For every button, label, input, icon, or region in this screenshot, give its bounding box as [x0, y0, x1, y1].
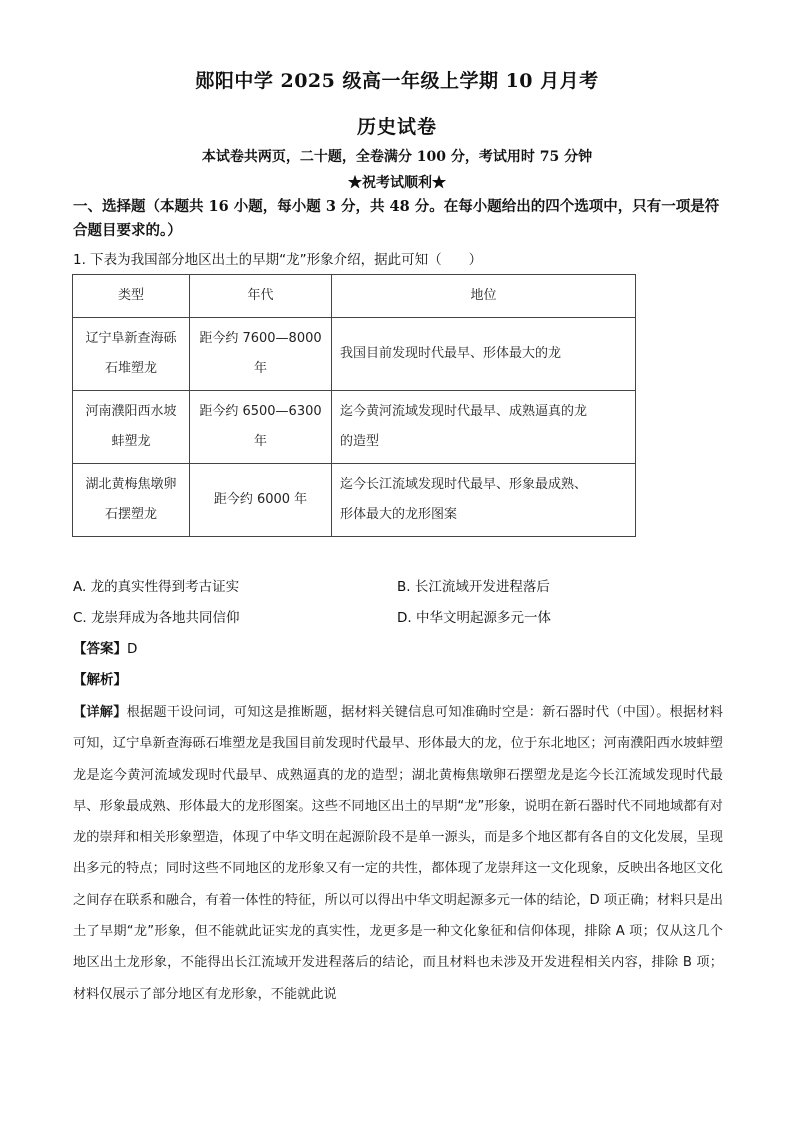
detail-paragraph	[73, 697, 723, 1010]
table-header-era: 年代	[190, 275, 332, 318]
exam-info: 本试卷共两页，二十题，全卷满分 100 分，考试用时 75 分钟	[201, 149, 593, 165]
cell-line: 石堆塑龙	[104, 361, 157, 376]
option-c: C. 龙崇拜成为各地共同信仰	[73, 610, 240, 626]
table-header-type: 类型	[73, 275, 190, 318]
table-header-status: 地位	[332, 275, 636, 318]
cell-line: 年	[253, 361, 267, 376]
subject-title: 历史试卷	[356, 116, 437, 138]
analysis-label: 【解析】	[73, 672, 127, 688]
school-title: 郧阳中学 2025 级高一年级上学期 10 月月考	[195, 70, 599, 92]
table-cell-era	[190, 464, 332, 537]
detail-text: 根据题干设问词，可知这是推断题，据材料关键信息可知准确时空是：新石器时代（中国）。根据材料可知，辽宁阜新查海砾石堆塑龙是我国目前发现时代最早、形体最大的龙，位于东北地区；河南濮阳西水坡蚌塑龙是迄今黄河流域发现时代最早、成熟逼真的龙的造型；湖北黄梅焦墩卵石摆塑龙是迄今长江流域发现时代最早、形象最成熟、形体最大的龙形图案。这些不同地区出土的早期“龙”形象，说明在新石器时代不同地域都有对龙的崇拜和相关形象塑造，体现了中华文明在起源阶段不是单一源头，而是多个地区都有各自的文化发展，呈现出多元的特点；同时这些不同地区的龙形象又有一定的共性，都体现了龙崇拜这一文化现象，反映出各地区文化之间存在联系和融合，有着一体性的特征，所以可以得出中华文明起源多元一体的结论，D 项正确；材料只是出土了早期“龙”形象，但不能就此证实龙的真实性，龙更多是一种文化象征和信仰体现，排除 A 项；仅从这几个地区出土龙形象，不能得出长江流域开发进程落后的结论，而且材料也未涉及开发进程相关内容，排除 B 项；材料仅展示了部分地区有龙形象，不能就此说	[73, 705, 723, 1002]
option-d: D. 中华文明起源多元一体	[397, 610, 551, 626]
table-row	[73, 391, 636, 464]
table-cell-status	[332, 464, 636, 537]
answer-line	[73, 637, 137, 657]
table-cell-status	[332, 318, 636, 391]
cell-line: 距今约 6500—6300	[199, 404, 322, 419]
table-cell-era	[190, 318, 332, 391]
cell-line: 距今约 6000 年	[213, 492, 308, 507]
cell-line: 我国目前发现时代最早、形体最大的龙	[340, 346, 562, 361]
cell-line: 形体最大的龙形图案	[340, 507, 458, 522]
table-header-row	[73, 275, 636, 318]
cell-line: 石摆塑龙	[104, 507, 157, 522]
dragon-table	[72, 274, 636, 537]
option-a: A. 龙的真实性得到考古证实	[73, 579, 240, 595]
table-row	[73, 464, 636, 537]
table-row	[73, 318, 636, 391]
cell-line: 迄今长江流域发现时代最早、形象最成熟、	[340, 477, 588, 492]
cell-line: 湖北黄梅焦墩卵	[85, 477, 177, 492]
cell-line: 距今约 7600—8000	[199, 331, 322, 346]
section-heading: 一、选择题（本题共 16 小题，每小题 3 分，共 48 分。在每小题给出的四个选项中，只有一项是符合题目要求的。）	[73, 198, 720, 239]
cell-line: 年	[253, 434, 267, 449]
table-cell-type	[73, 464, 190, 537]
table-cell-type	[73, 391, 190, 464]
cell-line: 迄今黄河流域发现时代最早、成熟逼真的龙	[340, 404, 588, 419]
analysis-line	[73, 668, 127, 688]
table-cell-status	[332, 391, 636, 464]
cell-line: 的造型	[340, 434, 380, 449]
answer-value: D	[127, 641, 138, 657]
cell-line: 辽宁阜新查海砾	[85, 331, 177, 346]
table-cell-type	[73, 318, 190, 391]
detail-label: 【详解】	[73, 705, 127, 720]
question-stem: 1. 下表为我国部分地区出土的早期“龙”形象介绍，据此可知（ ）	[73, 252, 483, 268]
cell-line: 蚌塑龙	[111, 434, 151, 449]
cell-line: 河南濮阳西水坡	[85, 404, 177, 419]
answer-label: 【答案】	[73, 641, 127, 657]
option-b: B. 长江流域开发进程落后	[397, 579, 550, 595]
table-cell-era	[190, 391, 332, 464]
exam-wish: ★祝考试顺利★	[348, 175, 446, 191]
